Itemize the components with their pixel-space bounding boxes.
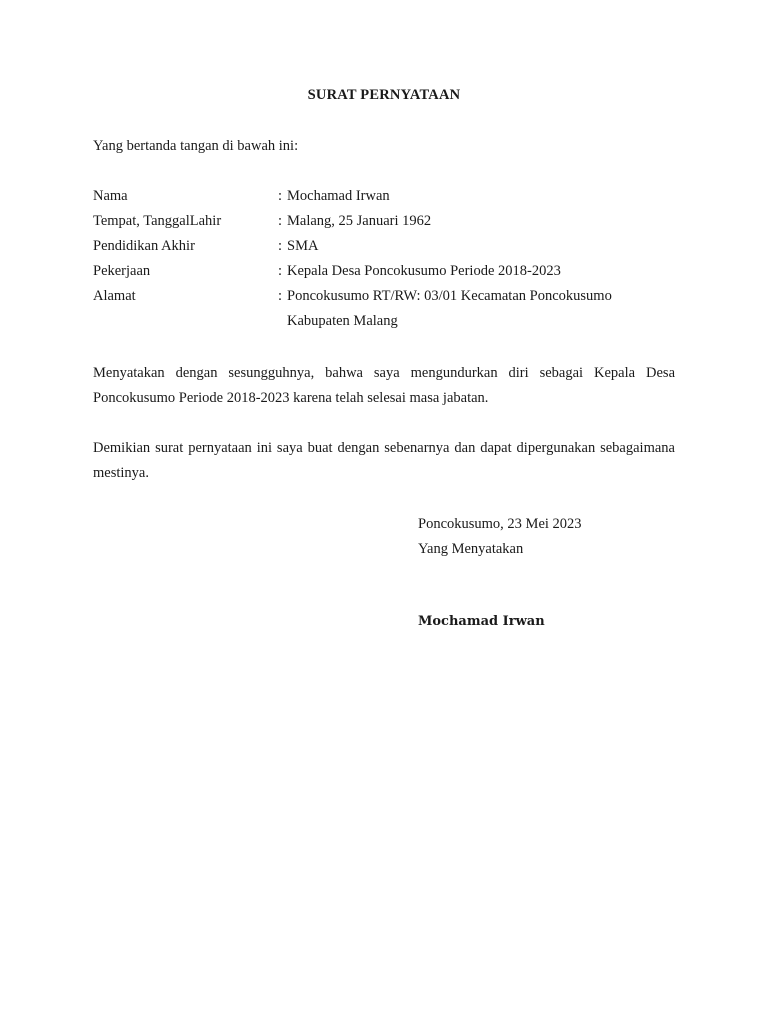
identity-fields	[93, 186, 683, 334]
field-label: Nama	[93, 188, 128, 204]
field-value: Poncokusumo RT/RW: 03/01 Kecamatan Poncokusumo Kabupaten Malang	[287, 288, 612, 329]
field-separator: :	[278, 238, 283, 254]
statement-paragraph: Menyatakan dengan sesungguhnya, bahwa saya mengundurkan diri sebagai Kepala Desa Poncokusumo Periode 2018-2023 karena telah selesai masa jabatan.	[93, 365, 675, 406]
field-separator: :	[278, 288, 283, 304]
intro-text: Yang bertanda tangan di bawah ini:	[93, 138, 299, 154]
closing-paragraph: Demikian surat pernyataan ini saya buat dengan sebenarnya dan dapat dipergunakan sebagaimana mestinya.	[93, 440, 675, 481]
field-label: Pendidikan Akhir	[93, 238, 195, 254]
field-separator: :	[278, 188, 283, 204]
field-value: Kepala Desa Poncokusumo Periode 2018-2023	[287, 263, 561, 279]
field-label: Tempat, TanggalLahir	[93, 213, 222, 229]
field-row-nama	[93, 186, 683, 211]
field-label: Alamat	[93, 288, 136, 304]
field-value: SMA	[287, 238, 319, 254]
field-separator: :	[278, 263, 283, 279]
field-row-pekerjaan	[93, 261, 683, 286]
field-row-tempat-tanggal-lahir	[93, 211, 683, 236]
signer-name: Mochamad Irwan	[418, 614, 545, 629]
field-label: Pekerjaan	[93, 263, 151, 279]
document-title: SURAT PERNYATAAN	[307, 87, 461, 103]
closing-phrase: Yang Menyatakan	[418, 541, 524, 557]
place-date: Poncokusumo, 23 Mei 2023	[418, 516, 582, 532]
field-row-pendidikan-akhir	[93, 236, 683, 261]
field-separator: :	[278, 213, 283, 229]
signature-block	[418, 512, 582, 562]
field-value: Malang, 25 Januari 1962	[287, 213, 432, 229]
field-row-alamat	[93, 286, 683, 334]
field-value: Mochamad Irwan	[287, 188, 390, 204]
